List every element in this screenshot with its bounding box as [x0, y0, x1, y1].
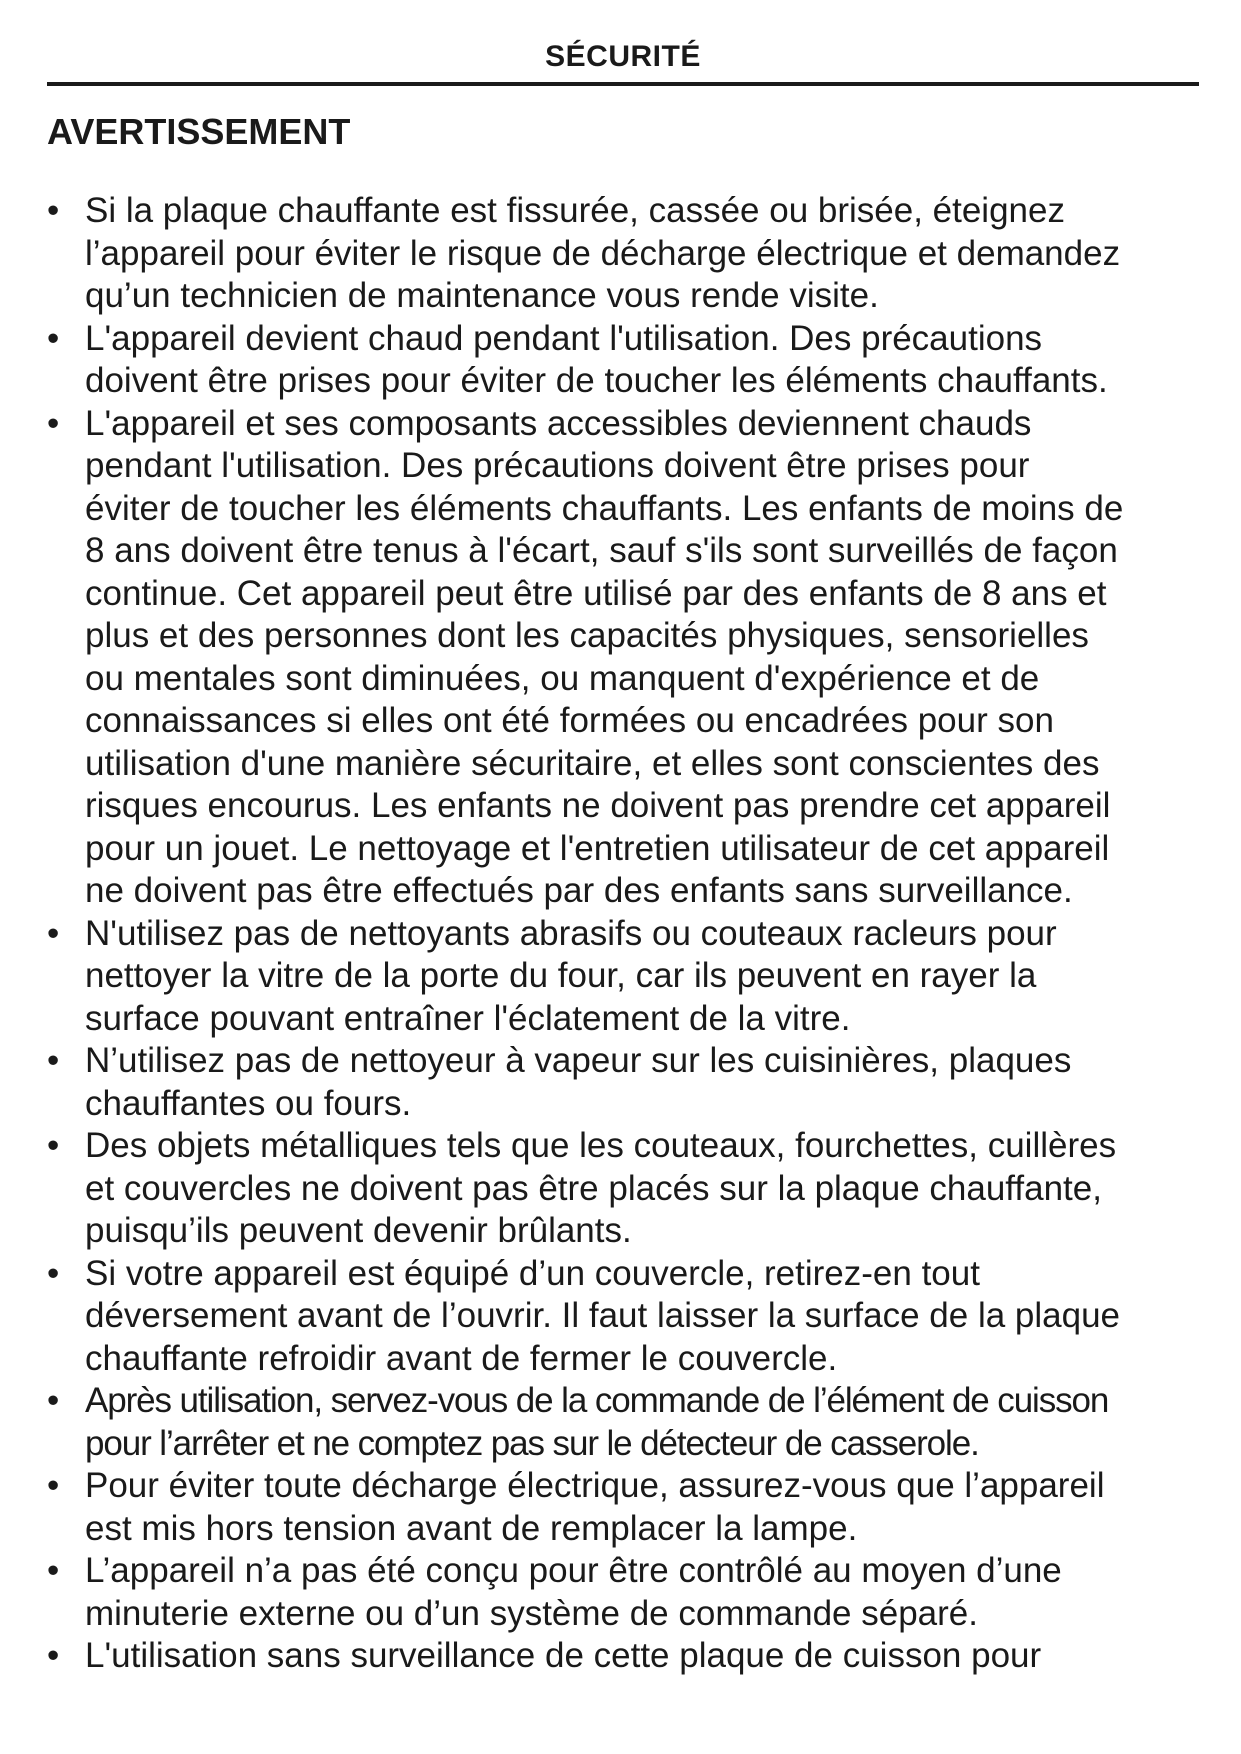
text-line: pendant l'utilisation. Des précautions doivent être prises pour	[85, 446, 1030, 485]
text-line: utilisation d'une manière sécuritaire, et elles sont conscientes des	[85, 743, 1100, 783]
warning-item-text	[85, 1040, 1199, 1125]
warning-item-text	[85, 1253, 1199, 1381]
text-line: surface pouvant entraîner l'éclatement de la vitre.	[85, 998, 851, 1038]
text-line: 8 ans doivent être tenus à l'écart, sauf s'ils sont surveillés de façon	[85, 531, 1118, 570]
warning-list	[47, 190, 1199, 1678]
text-line: L'appareil devient chaud pendant l'utilisation. Des précautions	[85, 318, 1043, 358]
text-line: ou mentales sont diminuées, ou manquent d'expérience et de	[85, 658, 1040, 698]
bullet-icon: •	[47, 1126, 60, 1165]
text-line: et couvercles ne doivent pas être placés sur la plaque chauffante,	[85, 1168, 1102, 1208]
text-line: N'utilisez pas de nettoyants abrasifs ou couteaux racleurs pour	[85, 913, 1057, 953]
text-line: ne doivent pas être effectués par des enfants sans surveillance.	[85, 871, 1073, 910]
bullet-icon: •	[47, 403, 60, 443]
document-page	[47, 0, 1199, 1678]
text-line: chauffante refroidir avant de fermer le couvercle.	[85, 1338, 838, 1378]
warning-item	[47, 403, 1199, 913]
warning-item	[47, 1125, 1199, 1253]
text-line: l’appareil pour éviter le risque de décharge électrique et demandez	[85, 233, 1121, 273]
text-line: puisqu’ils peuvent devenir brûlants.	[85, 1211, 632, 1250]
text-line: continue. Cet appareil peut être utilisé par des enfants de 8 ans et	[85, 573, 1107, 613]
text-line: qu’un technicien de maintenance vous rende visite.	[85, 276, 879, 315]
text-line: Après utilisation, servez-vous de la commande de l’élément de cuisson	[85, 1381, 1109, 1420]
warning-item	[47, 1380, 1199, 1465]
warning-item	[47, 190, 1199, 318]
text-line: chauffantes ou fours.	[85, 1083, 412, 1123]
text-line: éviter de toucher les éléments chauffants. Les enfants de moins de	[85, 488, 1124, 528]
warning-item	[47, 1040, 1199, 1125]
text-line: Si votre appareil est équipé d’un couvercle, retirez-en tout	[85, 1253, 980, 1293]
warning-item	[47, 1635, 1199, 1678]
text-line: L'appareil et ses composants accessibles deviennent chauds	[85, 403, 1032, 443]
warning-title: AVERTISSEMENT	[47, 111, 351, 152]
warning-item-text	[85, 190, 1199, 318]
warning-item-text	[85, 318, 1199, 403]
warning-item	[47, 1465, 1199, 1550]
text-line: nettoyer la vitre de la porte du four, car ils peuvent en rayer la	[85, 956, 1037, 995]
text-line: déversement avant de l’ouvrir. Il faut laisser la surface de la plaque	[85, 1296, 1121, 1335]
text-line: N’utilisez pas de nettoyeur à vapeur sur les cuisinières, plaques	[85, 1041, 1072, 1080]
bullet-icon: •	[47, 1551, 60, 1590]
section-title: SÉCURITÉ	[47, 0, 1199, 86]
warning-item	[47, 913, 1199, 1041]
warning-item-text	[85, 1635, 1199, 1678]
warning-item-text	[85, 403, 1199, 913]
text-line: plus et des personnes dont les capacités physiques, sensorielles	[85, 616, 1089, 655]
text-line: minuterie externe ou d’un système de commande séparé.	[85, 1593, 978, 1633]
text-line: Si la plaque chauffante est fissurée, cassée ou brisée, éteignez	[85, 191, 1065, 230]
warning-item	[47, 318, 1199, 403]
warning-item	[47, 1253, 1199, 1381]
warning-item-text	[85, 1125, 1199, 1253]
bullet-icon: •	[47, 913, 60, 953]
text-line: Pour éviter toute décharge électrique, assurez-vous que l’appareil	[85, 1466, 1105, 1505]
warning-item-text	[85, 1380, 1199, 1465]
text-line: Des objets métalliques tels que les couteaux, fourchettes, cuillères	[85, 1126, 1117, 1165]
bullet-icon: •	[47, 1381, 60, 1420]
bullet-icon: •	[47, 1253, 60, 1293]
warning-item-text	[85, 1465, 1199, 1550]
warning-item	[47, 1550, 1199, 1635]
text-line: doivent être prises pour éviter de toucher les éléments chauffants.	[85, 361, 1108, 400]
text-line: pour un jouet. Le nettoyage et l'entretien utilisateur de cet appareil	[85, 828, 1110, 868]
bullet-icon: •	[47, 1636, 60, 1675]
warning-item-text	[85, 913, 1199, 1041]
text-line: L'utilisation sans surveillance de cette plaque de cuisson pour	[85, 1636, 1042, 1675]
bullet-icon: •	[47, 191, 60, 230]
text-line: est mis hors tension avant de remplacer la lampe.	[85, 1508, 858, 1548]
bullet-icon: •	[47, 318, 60, 358]
text-line: connaissances si elles ont été formées ou encadrées pour son	[85, 701, 1054, 740]
text-line: L’appareil n’a pas été conçu pour être contrôlé au moyen d’une	[85, 1551, 1062, 1590]
bullet-icon: •	[47, 1041, 60, 1080]
bullet-icon: •	[47, 1466, 60, 1505]
text-line: pour l’arrêter et ne comptez pas sur le détecteur de casserole.	[85, 1423, 979, 1463]
text-line: risques encourus. Les enfants ne doivent pas prendre cet appareil	[85, 786, 1111, 825]
warning-item-text	[85, 1550, 1199, 1635]
